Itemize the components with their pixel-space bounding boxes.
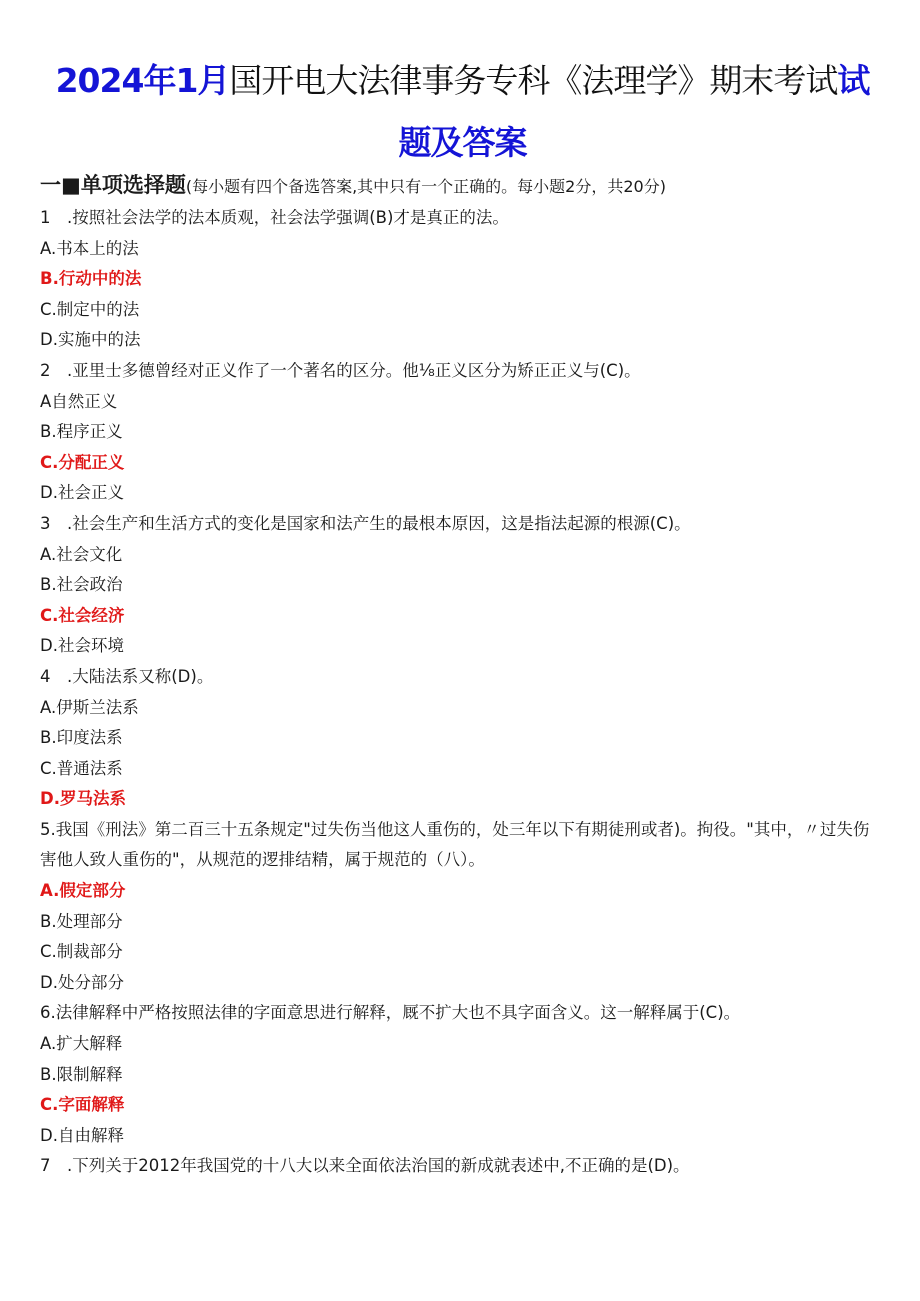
question-line: 6.法律解释中严格按照法律的字面意思进行解释，厩不扩大也不具字面含义。这一解释属于(C)。 [40, 1003, 741, 1023]
correct-answer-option: B.行动中的法 [40, 269, 142, 289]
question-line: B.程序正义 [40, 422, 123, 442]
question-line: A.伊斯兰法系 [40, 697, 139, 717]
question-line: A.扩大解释 [40, 1034, 123, 1054]
correct-answer-option: C.社会经济 [40, 605, 125, 625]
question-line: C.普通法系 [40, 758, 123, 778]
question-line: 2 .亚里士多德曾经对正义作了一个著名的区分。他⅛正义区分为矫正正义与(C)。 [40, 360, 641, 380]
question-line: B.社会政治 [40, 575, 123, 595]
question-line: 3 .社会生产和生活方式的变化是国家和法产生的最根本原因，这是指法起源的根源(C)。 [40, 513, 691, 533]
title-date: 2024年1月 [55, 61, 230, 100]
question-line: C.制定中的法 [40, 299, 140, 319]
section-note: (每小题有四个备选答案,其中只有一个正确的。每小题2分，共20分) [185, 177, 666, 196]
document-title [40, 50, 885, 174]
question-line: 5.我国《刑法》第二百三十五条规定"过失伤当他这人重伤的，处三年以下有期徒刑或者)。拘役。"其中，〃过失伤害他人致人重伤的"，从规范的逻排结精，属于规范的（八）。 [40, 819, 870, 870]
title-end: 试 [837, 61, 870, 100]
question-list [40, 203, 880, 1182]
question-line: 4 .大陆法系又称(D)。 [40, 666, 214, 686]
correct-answer-option: C.字面解释 [40, 1095, 125, 1115]
question-line: A.书本上的法 [40, 238, 139, 258]
question-line: A自然正义 [40, 391, 118, 411]
section-heading: 一■单项选择题 [40, 173, 186, 197]
question-line: B.限制解释 [40, 1064, 123, 1084]
correct-answer-option: C.分配正义 [40, 452, 125, 472]
question-line: 7 .下列关于2012年我国党的十八大以来全面依法治国的新成就表述中,不正确的是(D)。 [40, 1156, 690, 1176]
question-line: D.处分部分 [40, 972, 124, 992]
section-header [40, 170, 666, 202]
question-line: D.自由解释 [40, 1125, 124, 1145]
question-line: B.印度法系 [40, 728, 123, 748]
question-line: C.制裁部分 [40, 942, 123, 962]
question-line: D.社会环境 [40, 636, 124, 656]
title-line2: 题及答案 [398, 123, 527, 162]
question-line: D.社会正义 [40, 483, 124, 503]
correct-answer-option: A.假定部分 [40, 881, 126, 901]
question-line: 1 .按照社会法学的法本质观，社会法学强调(B)才是真正的法。 [40, 208, 509, 227]
question-line: A.社会文化 [40, 544, 123, 564]
question-line: B.处理部分 [40, 911, 123, 931]
title-main: 国开电大法律事务专科《法理学》期末考试 [229, 61, 838, 100]
question-line: D.实施中的法 [40, 330, 141, 350]
correct-answer-option: D.罗马法系 [40, 789, 126, 809]
